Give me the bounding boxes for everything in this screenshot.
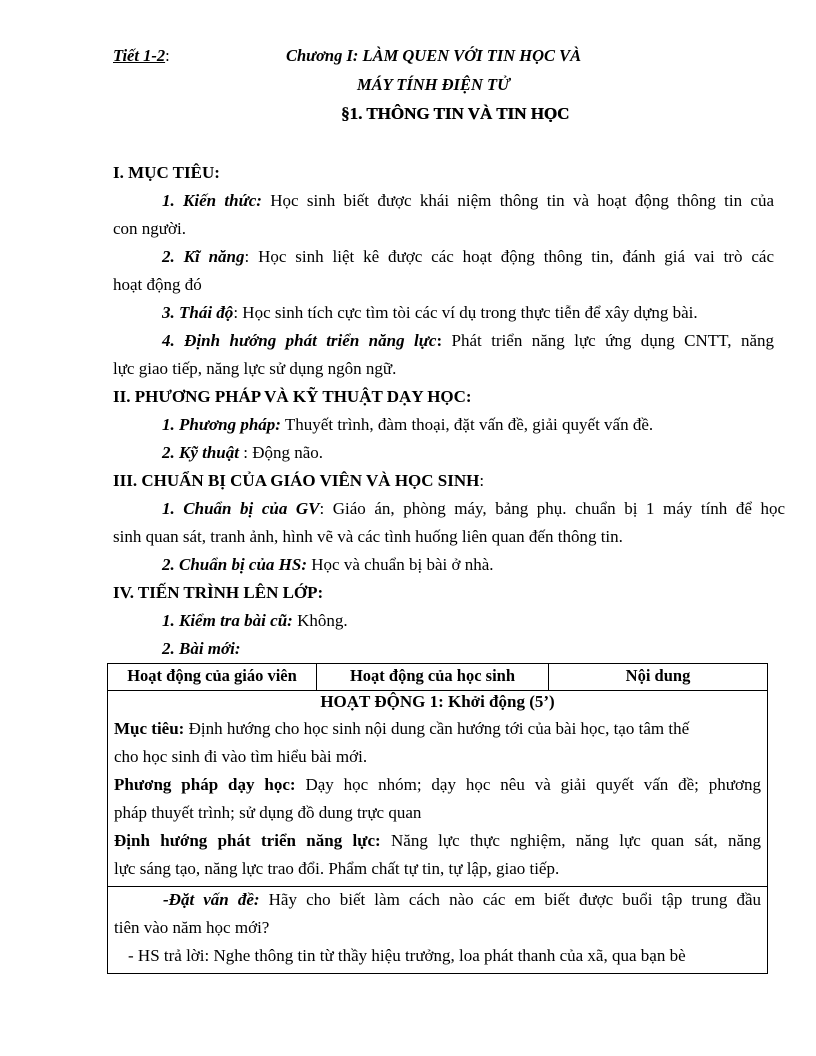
technique-line — [162, 443, 774, 463]
objectives-heading: I. MỤC TIÊU: — [113, 163, 220, 182]
section-title: §1. THÔNG TIN VÀ TIN HỌC — [341, 104, 570, 123]
competence-dev-line-1 — [108, 831, 767, 851]
problem-text-1: Hãy cho biết làm cách nào các em biết được buổi tập trung đầu — [259, 890, 761, 909]
methods-heading: II. PHƯƠNG PHÁP VÀ KỸ THUẬT DẠY HỌC: — [113, 387, 472, 406]
goal-label: Mục tiêu: — [114, 719, 185, 738]
competence-text-1: Phát triển năng lực ứng dụng CNTT, năng — [442, 331, 774, 350]
table-header-row — [108, 664, 768, 691]
preparation-heading-roman: III — [113, 471, 133, 490]
teaching-method-line-1 — [108, 775, 767, 795]
competence-colon: : — [436, 331, 443, 350]
problem-line-1 — [108, 890, 767, 910]
activity-intro-row — [108, 691, 768, 887]
method-line — [162, 415, 774, 435]
chapter-title-line-2: MÁY TÍNH ĐIỆN TỬ — [357, 75, 510, 94]
goal-line-1 — [108, 719, 767, 739]
teacher-prep-line-1 — [162, 499, 785, 519]
competence-dev-text-1: Năng lực thực nghiệm, năng lực quan sát, năng — [380, 831, 761, 850]
teacher-prep-label: 1. Chuẩn bị của GV — [162, 499, 320, 518]
competence-line-2: lực giao tiếp, năng lực sử dụng ngôn ngữ. — [113, 359, 397, 378]
lesson-number-text: Tiết 1-2 — [113, 46, 166, 65]
check-old-lesson-line — [162, 611, 774, 631]
knowledge-line-1 — [162, 191, 774, 211]
competence-dev-line-2: lực sáng tạo, năng lực trao đổi. Phẩm chất tự tin, tự lập, giao tiếp. — [114, 859, 560, 878]
preparation-heading — [113, 471, 774, 491]
lesson-number — [113, 46, 170, 66]
method-text: Thuyết trình, đàm thoại, đặt vấn đề, giải quyết vấn đề. — [280, 415, 654, 434]
lesson-number-colon: : — [165, 46, 170, 65]
knowledge-label: 1. Kiến thức: — [162, 191, 262, 210]
activity-title: HOẠT ĐỘNG 1: Khởi động (5’) — [320, 692, 555, 711]
competence-dev-label: Định hướng phát triển năng lực: — [114, 831, 381, 850]
column-header-content: Nội dung — [549, 664, 768, 691]
technique-label: 2. Kỹ thuật — [162, 443, 239, 462]
skill-text-1: : Học sinh liệt kê được các hoạt động thông tin, đánh giá vai trò các — [244, 247, 774, 266]
problem-label: -Đặt vấn đề: — [163, 890, 260, 909]
teaching-method-line-2: pháp thuyết trình; sử dụng đồ dung trực quan — [114, 803, 422, 822]
student-answer-line: - HS trả lời: Nghe thông tin từ thầy hiệu trưởng, loa phát thanh của xã, qua bạn bè — [128, 946, 686, 965]
skill-line-1 — [162, 247, 774, 267]
teaching-method-text-1: Dạy học nhóm; dạy học nêu và giải quyết vấn đề; phương — [295, 775, 761, 794]
knowledge-line-2: con người. — [113, 219, 186, 238]
check-old-lesson-text: Không. — [292, 611, 348, 630]
goal-text-1: Định hướng cho học sinh nội dung cần hướng tới của bài học, tạo tâm thế — [184, 719, 690, 738]
technique-text: : Động não. — [239, 443, 324, 462]
skill-label: 2. Kĩ năng — [162, 247, 245, 266]
activity-intro-cell — [108, 691, 768, 887]
attitude-text: : Học sinh tích cực tìm tòi các ví dụ trong thực tiễn để xây dựng bài. — [233, 303, 698, 322]
column-header-teacher: Hoạt động của giáo viên — [108, 664, 317, 691]
attitude-line — [162, 303, 774, 323]
column-header-student: Hoạt động của học sinh — [317, 664, 549, 691]
goal-line-2: cho học sinh đi vào tìm hiểu bài mới. — [114, 747, 368, 766]
preparation-heading-text: . CHUẨN BỊ CỦA GIÁO VIÊN VÀ HỌC SINH — [132, 471, 480, 490]
new-lesson-label: 2. Bài mới: — [162, 639, 241, 658]
attitude-label: 3. Thái độ — [162, 303, 234, 322]
skill-line-2: hoạt động đó — [113, 275, 202, 294]
check-old-lesson-label: 1. Kiểm tra bài cũ: — [162, 611, 293, 630]
preparation-heading-colon: : — [479, 471, 485, 490]
lesson-activity-table — [107, 663, 768, 974]
knowledge-text-1: Học sinh biết được khái niệm thông tin và hoạt động thông tin của — [261, 191, 775, 210]
chapter-title-line-1: Chương I: LÀM QUEN VỚI TIN HỌC VÀ — [286, 46, 582, 65]
competence-label: 4. Định hướng phát triển năng lực — [162, 331, 437, 350]
activity-problem-cell — [108, 887, 768, 974]
activity-problem-row — [108, 887, 768, 974]
teaching-method-label: Phương pháp dạy học: — [114, 775, 296, 794]
teacher-prep-line-2: sinh quan sát, tranh ảnh, hình vẽ và các tình huống liên quan đến thông tin. — [113, 527, 623, 546]
procedure-heading: IV. TIẾN TRÌNH LÊN LỚP: — [113, 583, 324, 602]
student-prep-line — [162, 555, 774, 575]
competence-line-1 — [162, 331, 774, 351]
student-prep-label: 2. Chuẩn bị của HS: — [162, 555, 308, 574]
teacher-prep-text-1: : Giáo án, phòng máy, bảng phụ. chuẩn bị 1 máy tính để học — [319, 499, 785, 518]
method-label: 1. Phương pháp: — [162, 415, 281, 434]
student-prep-text: Học và chuẩn bị bài ở nhà. — [307, 555, 494, 574]
problem-line-2: tiên vào năm học mới? — [114, 918, 270, 937]
